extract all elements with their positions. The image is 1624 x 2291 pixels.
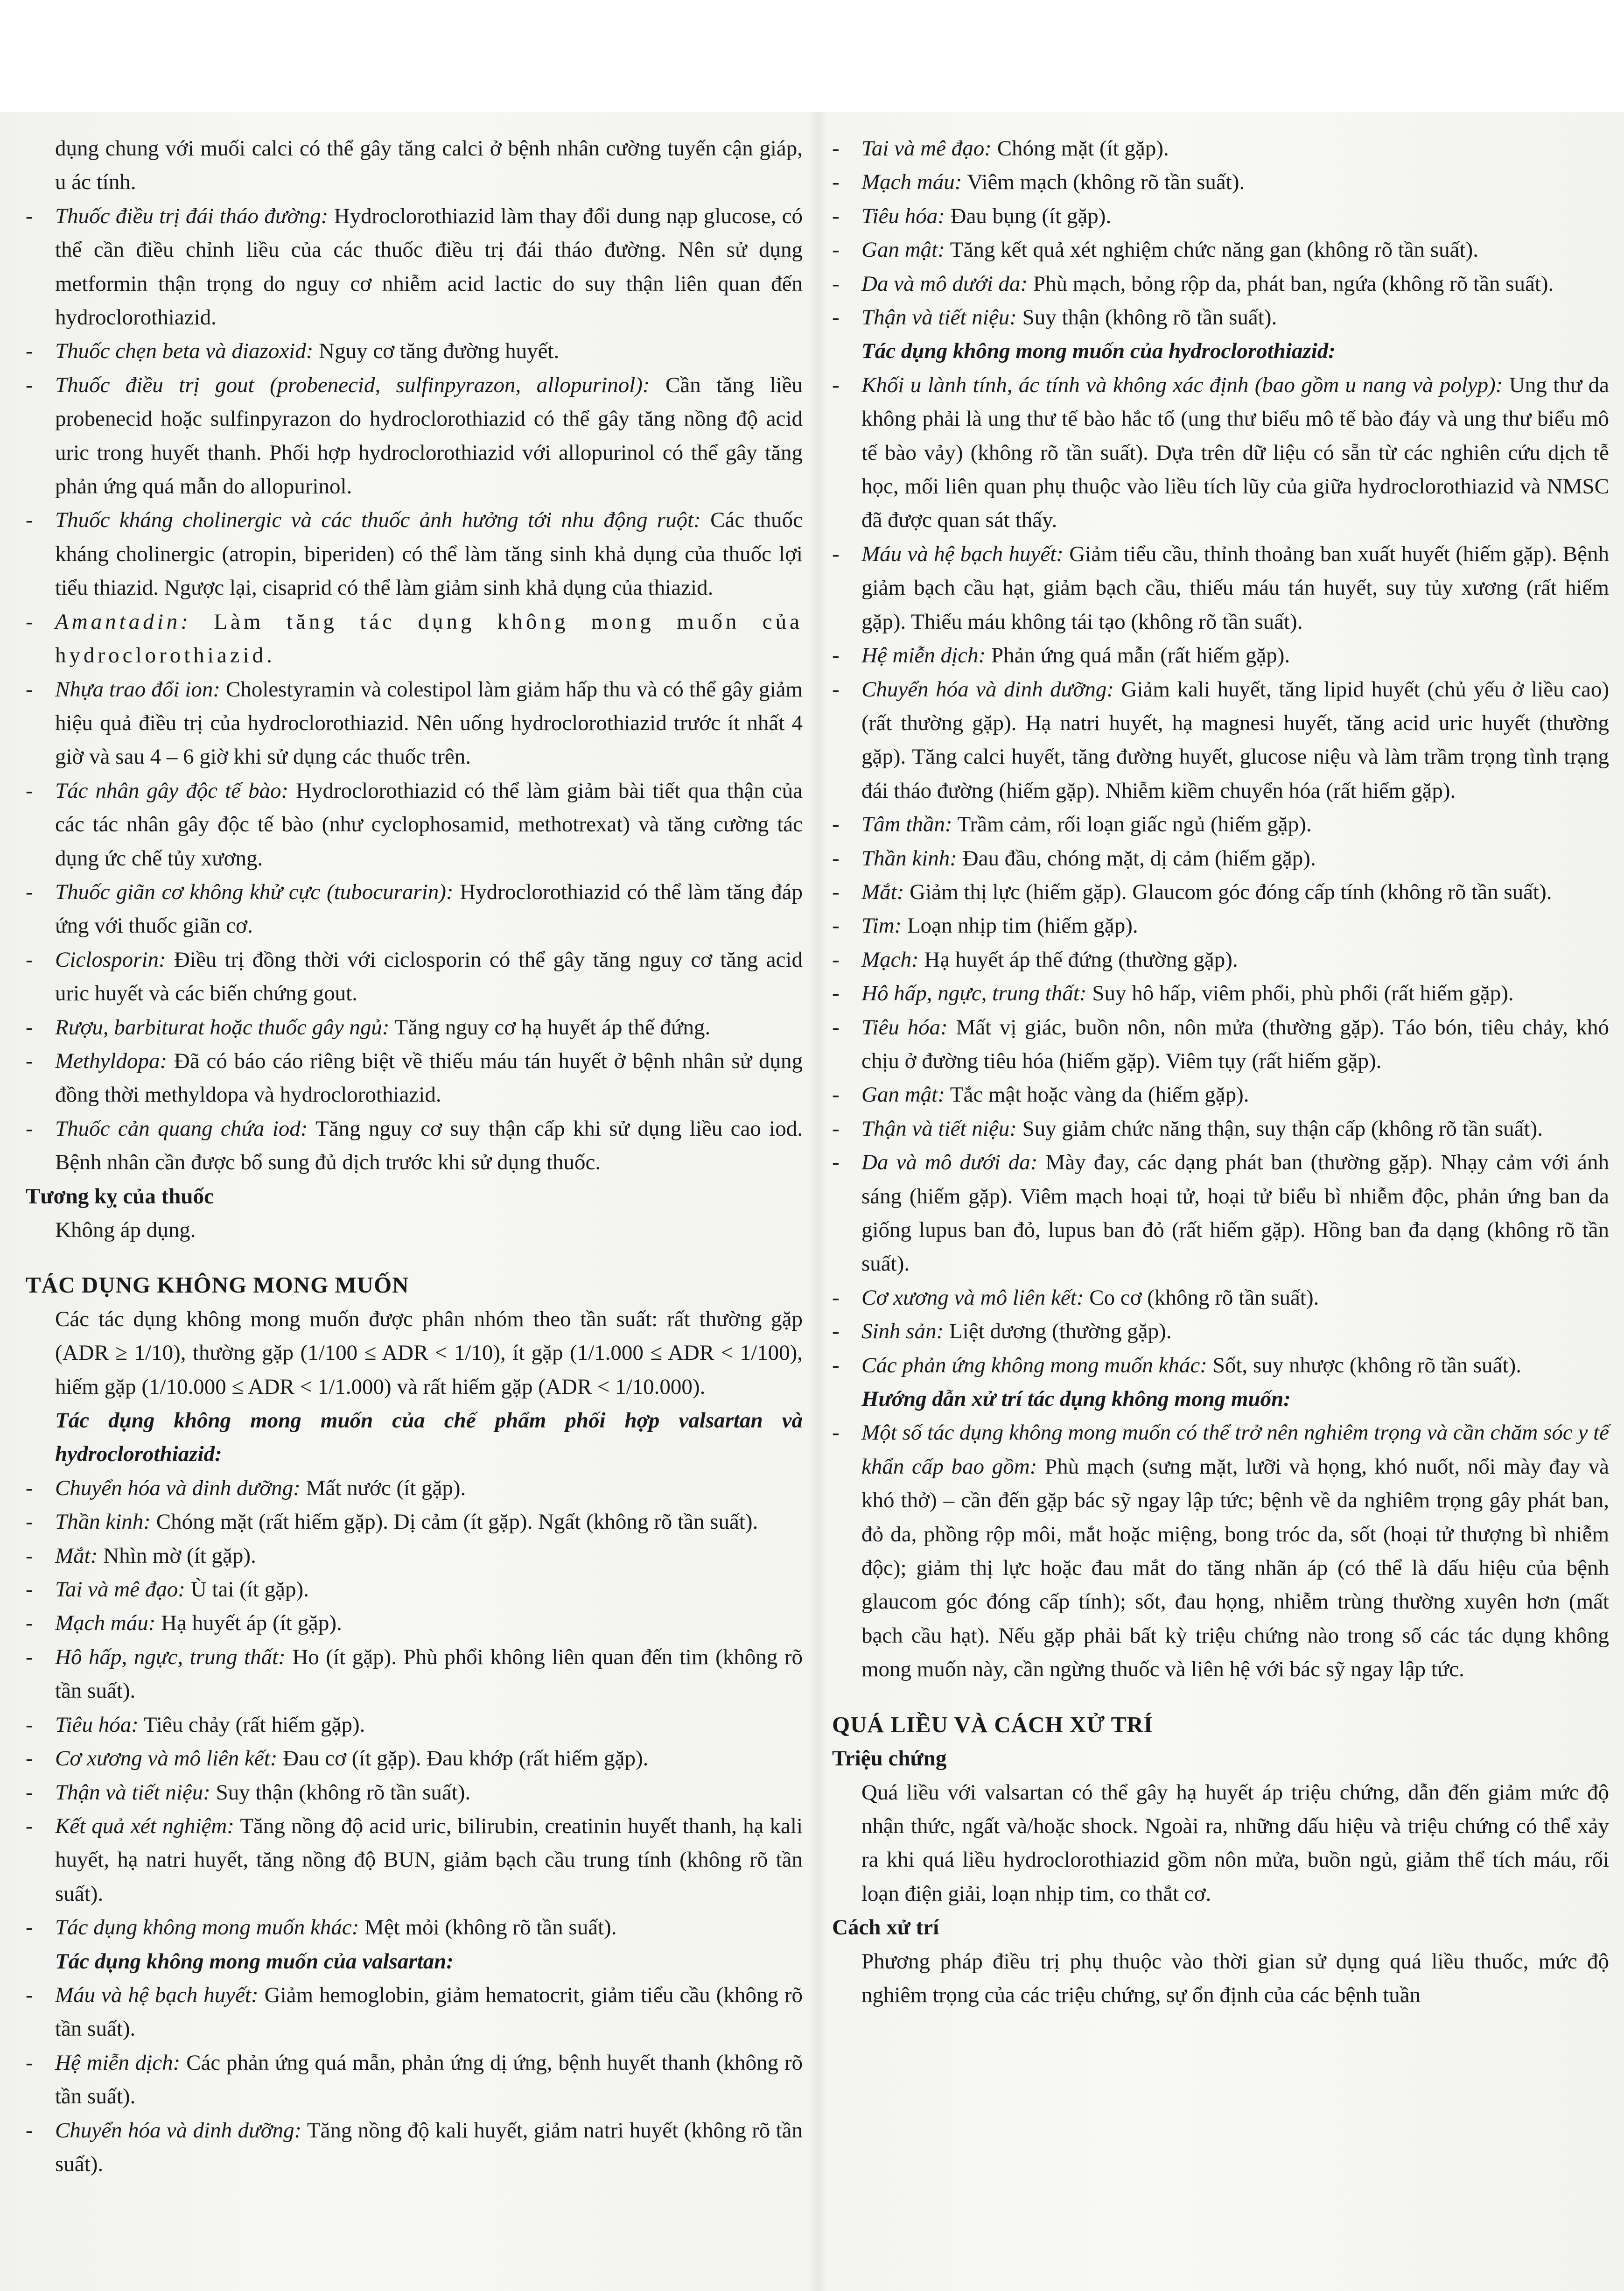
bullet-item bbox=[832, 673, 1609, 808]
bullet-label: Tâm thần: bbox=[861, 812, 952, 837]
left-column bbox=[26, 132, 803, 2181]
bullet-text: Làm tăng tác dụng không mong muốn của hydroclorothiazid. bbox=[55, 609, 803, 668]
bullet-text: Suy hô hấp, viêm phổi, phù phổi (rất hiếm gặp). bbox=[1086, 981, 1514, 1006]
bullet-dash: - bbox=[26, 778, 33, 803]
bullet-text: Suy giảm chức năng thận, suy thận cấp (không rõ tần suất). bbox=[1016, 1116, 1543, 1141]
bullet-dash: - bbox=[832, 643, 840, 668]
bullet-item bbox=[26, 199, 803, 335]
bullet-item bbox=[832, 233, 1609, 267]
bullet-dash: - bbox=[26, 1476, 33, 1500]
bullet-label: Máu và hệ bạch huyết: bbox=[861, 541, 1064, 566]
subsection-heading: Tương kỵ của thuốc bbox=[26, 1184, 214, 1209]
bullet-text: Đau bụng (ít gặp). bbox=[945, 204, 1112, 228]
bullet-item bbox=[26, 1606, 803, 1640]
bullet-dash: - bbox=[832, 812, 840, 837]
bullet-text: Đã có báo cáo riêng biệt về thiếu máu tán huyết ở bệnh nhân sử dụng đồng thời methyldopa và hydroclorothiazid. bbox=[55, 1048, 803, 1107]
bullet-text: Chóng mặt (ít gặp). bbox=[991, 136, 1169, 161]
bullet-dash: - bbox=[832, 1353, 840, 1377]
bullet-item bbox=[26, 334, 803, 368]
bullet-label: Da và mô dưới da: bbox=[861, 1150, 1038, 1175]
bullet-item bbox=[832, 1416, 1609, 1686]
bullet-item bbox=[832, 1146, 1609, 1281]
bullet-item bbox=[832, 132, 1609, 165]
bullet-item bbox=[832, 301, 1609, 334]
bullet-label: Da và mô dưới da: bbox=[861, 271, 1028, 296]
bullet-text: Tăng nguy cơ hạ huyết áp thế đứng. bbox=[389, 1015, 711, 1040]
bullet-text: Nguy cơ tăng đường huyết. bbox=[313, 339, 560, 364]
bullet-text: Ù tai (ít gặp). bbox=[185, 1577, 309, 1602]
bullet-text: Giảm hemoglobin, giảm hematocrit, giảm tiểu cầu (không rõ tần suất). bbox=[55, 1982, 803, 2041]
bullet-dash: - bbox=[26, 1048, 33, 1073]
bullet-text: Suy thận (không rõ tần suất). bbox=[1016, 305, 1277, 330]
bullet-label: Nhựa trao đổi ion: bbox=[55, 677, 221, 702]
bullet-item bbox=[26, 1471, 803, 1505]
bullet-text: Các thuốc kháng cholinergic (atropin, biperiden) có thể làm tăng sinh khả dụng của thuốc lợi tiểu thiazid. Ngược lại, cisaprid có thể làm giảm sinh khả dụng của thiazid. bbox=[55, 508, 803, 600]
bullet-dash: - bbox=[26, 508, 33, 533]
bullet-dash: - bbox=[26, 1015, 33, 1040]
group-heading: Tác dụng không mong muốn của chế phẩm phối hợp valsartan và hydroclorothiazid: bbox=[55, 1408, 803, 1467]
bullet-dash: - bbox=[26, 339, 33, 364]
bullet-dash: - bbox=[832, 1150, 840, 1175]
bullet-item bbox=[832, 368, 1609, 537]
bullet-label: Thần kinh: bbox=[55, 1510, 151, 1534]
bullet-text: Mất nước (ít gặp). bbox=[300, 1476, 466, 1500]
bullet-item bbox=[832, 1349, 1609, 1382]
bullet-item bbox=[26, 1011, 803, 1044]
bullet-label: Ciclosporin: bbox=[55, 947, 166, 972]
bullet-dash: - bbox=[26, 204, 33, 228]
bullet-text: Hạ huyết áp thế đứng (thường gặp). bbox=[918, 947, 1238, 972]
subsection-heading: Triệu chứng bbox=[832, 1746, 947, 1771]
bullet-item bbox=[832, 808, 1609, 841]
bullet-label: Tim: bbox=[861, 914, 902, 938]
bullet-text: Trầm cảm, rối loạn giấc ngủ (hiếm gặp). bbox=[952, 812, 1312, 837]
bullet-text: Phản ứng quá mẫn (rất hiếm gặp). bbox=[986, 643, 1290, 668]
bullet-dash: - bbox=[832, 541, 840, 566]
bullet-text: Giảm thị lực (hiếm gặp). Glaucom góc đóng cấp tính (không rõ tần suất). bbox=[904, 879, 1552, 904]
bullet-item bbox=[832, 1078, 1609, 1111]
paragraph: Các tác dụng không mong muốn được phân nhóm theo tần suất: rất thường gặp (ADR ≥ 1/10), thường gặp (1/100 ≤ ADR < 1/10), ít gặp (1/1.000 ≤ ADR < 1/100), hiếm gặp (1/10.000 ≤ ADR < 1/1.000) và rất hiếm gặp (ADR < 1/10.000). bbox=[55, 1307, 803, 1399]
bullet-label: Amantadin: bbox=[55, 609, 191, 634]
bullet-text: Tăng nguy cơ suy thận cấp khi sử dụng liều cao iod. Bệnh nhân cần được bổ sung đủ dịch trước khi sử dụng thuốc. bbox=[55, 1116, 803, 1175]
bullet-text: Hydroclorothiazid có thể làm tăng đáp ứng với thuốc giãn cơ. bbox=[55, 879, 803, 938]
bullet-item bbox=[832, 267, 1609, 301]
bullet-label: Tiêu hóa: bbox=[55, 1712, 139, 1737]
bullet-dash: - bbox=[832, 271, 840, 296]
bullet-item bbox=[26, 943, 803, 1011]
bullet-dash: - bbox=[832, 1082, 840, 1107]
bullet-label: Thận và tiết niệu: bbox=[861, 1116, 1017, 1141]
bullet-text: Nhìn mờ (ít gặp). bbox=[98, 1543, 256, 1568]
bullet-dash: - bbox=[26, 2050, 33, 2075]
bullet-dash: - bbox=[26, 1813, 33, 1838]
bullet-text: Ho (ít gặp). Phù phổi không liên quan đến tim (không rõ tần suất). bbox=[55, 1644, 803, 1703]
bullet-label: Khối u lành tính, ác tính và không xác định (bao gồm u nang và polyp): bbox=[861, 372, 1503, 397]
bullet-item bbox=[832, 909, 1609, 942]
bullet-text: Giảm kali huyết, tăng lipid huyết (chủ yếu ở liều cao) (rất thường gặp). Hạ natri huyết, hạ magnesi huyết, tăng acid uric huyết (thường gặp). Tăng calci huyết, tăng đường huyết, glucose niệu và làm trầm trọng tình trạng đái tháo đường (hiếm gặp). Nhiễm kiềm chuyển hóa (rất hiếm gặp). bbox=[861, 677, 1610, 803]
bullet-text: Tắc mật hoặc vàng da (hiếm gặp). bbox=[945, 1082, 1249, 1107]
bullet-text: Co cơ (không rõ tần suất). bbox=[1084, 1285, 1319, 1310]
bullet-dash: - bbox=[26, 1543, 33, 1568]
bullet-item bbox=[832, 1112, 1609, 1146]
bullet-dash: - bbox=[26, 609, 33, 634]
bullet-item bbox=[832, 1281, 1609, 1314]
bullet-dash: - bbox=[26, 947, 33, 972]
bullet-label: Chuyển hóa và dinh dưỡng: bbox=[55, 2118, 302, 2143]
page-fold-shadow bbox=[810, 112, 826, 2291]
section-heading: TÁC DỤNG KHÔNG MONG MUỐN bbox=[26, 1272, 409, 1298]
bullet-label: Mắt: bbox=[861, 879, 904, 904]
bullet-text: Tăng kết quả xét nghiệm chức năng gan (không rõ tần suất). bbox=[945, 238, 1478, 262]
bullet-text: Mệt mỏi (không rõ tần suất). bbox=[359, 1915, 617, 1940]
group-heading: Tác dụng không mong muốn của hydroclorothiazid: bbox=[861, 339, 1336, 364]
bullet-text: Phù mạch (sưng mặt, lưỡi và họng, khó nuốt, nổi mày đay và khó thở) – cần đến gặp bác sỹ ngay lập tức; bệnh về da nghiêm trọng gây phát ban, đỏ da, phồng rộp môi, mắt hoặc miệng, bong tróc da, sốt (hoại tử thượng bì nhiễm độc); giảm thị lực hoặc đau mắt do tăng nhãn áp (có thể là dấu hiệu của bệnh glaucom góc đóng cấp tính); sốt, đau họng, nhiễm trùng thường xuyên hơn (mất bạch cầu hạt). Nếu gặp phải bất kỳ triệu chứng nào trong số các tác dụng không mong muốn này, cần ngừng thuốc và liên hệ với bác sỹ ngay lập tức. bbox=[861, 1454, 1609, 1682]
bullet-label: Mạch máu: bbox=[861, 170, 962, 195]
bullet-label: Các phản ứng không mong muốn khác: bbox=[861, 1353, 1207, 1377]
bullet-label: Mạch: bbox=[861, 947, 919, 972]
bullet-text: Chóng mặt (rất hiếm gặp). Dị cảm (ít gặp). Ngất (không rõ tần suất). bbox=[150, 1510, 758, 1534]
bullet-label: Hệ miễn dịch: bbox=[861, 643, 986, 668]
bullet-text: Tăng nồng độ acid uric, bilirubin, creatinin huyết thanh, hạ kali huyết, hạ natri huyết, tăng nồng độ BUN, giảm bạch cầu trung tính (không rõ tần suất). bbox=[55, 1813, 803, 1906]
bullet-dash: - bbox=[832, 1319, 840, 1344]
bullet-label: Hệ miễn dịch: bbox=[55, 2050, 181, 2075]
bullet-label: Methyldopa: bbox=[55, 1048, 168, 1073]
bullet-item bbox=[832, 165, 1609, 199]
bullet-text: Loạn nhịp tim (hiếm gặp). bbox=[902, 914, 1138, 938]
bullet-item bbox=[26, 1809, 803, 1911]
bullet-item bbox=[26, 503, 803, 604]
bullet-label: Thuốc điều trị gout (probenecid, sulfinpyrazon, allopurinol): bbox=[55, 372, 650, 397]
bullet-item bbox=[26, 1640, 803, 1708]
bullet-item bbox=[832, 639, 1609, 672]
bullet-dash: - bbox=[26, 2118, 33, 2143]
group-heading: Tác dụng không mong muốn của valsartan: bbox=[55, 1949, 454, 1974]
bullet-text: Mày đay, các dạng phát ban (thường gặp). Nhạy cảm với ánh sáng (hiếm gặp). Viêm mạch hoại tử, hoại tử biểu bì nhiễm độc, phản ứng ban da giống lupus ban đỏ, lupus ban đỏ (rất hiếm gặp). Hồng ban đa dạng (không rõ tần suất). bbox=[861, 1150, 1609, 1276]
bullet-item bbox=[26, 1044, 803, 1112]
bullet-label: Tai và mê đạo: bbox=[861, 136, 992, 161]
bullet-label: Tác nhân gây độc tế bào: bbox=[55, 778, 289, 803]
bullet-text: Cần tăng liều probenecid hoặc sulfinpyrazon do hydroclorothiazid có thể gây tăng nồng độ acid uric trong huyết thanh. Phối hợp hydroclorothiazid với allopurinol có thể gây tăng phản ứng quá mẫn do allopurinol. bbox=[55, 372, 803, 499]
bullet-dash: - bbox=[26, 1746, 33, 1771]
bullet-dash: - bbox=[26, 879, 33, 904]
bullet-item bbox=[832, 537, 1609, 639]
bullet-label: Thuốc điều trị đái tháo đường: bbox=[55, 204, 329, 228]
bullet-label: Mắt: bbox=[55, 1543, 98, 1568]
bullet-label: Cơ xương và mô liên kết: bbox=[55, 1746, 278, 1771]
bullet-dash: - bbox=[832, 846, 840, 871]
bullet-item bbox=[26, 1742, 803, 1775]
bullet-text: Cholestyramin và colestipol làm giảm hấp thu và có thể gây giảm hiệu quả điều trị của hydroclorothiazid. Nên uống hydroclorothiazid trước ít nhất 4 giờ và sau 4 – 6 giờ khi sử dụng các thuốc trên. bbox=[55, 677, 803, 769]
bullet-dash: - bbox=[832, 170, 840, 195]
bullet-item bbox=[26, 368, 803, 504]
paragraph: Không áp dụng. bbox=[55, 1218, 196, 1242]
bullet-dash: - bbox=[832, 947, 840, 972]
bullet-label: Chuyển hóa và dinh dưỡng: bbox=[861, 677, 1114, 702]
bullet-item bbox=[832, 943, 1609, 977]
bullet-label: Gan mật: bbox=[861, 1082, 945, 1107]
bullet-item bbox=[26, 1505, 803, 1539]
bullet-item bbox=[26, 875, 803, 943]
bullet-dash: - bbox=[832, 1420, 840, 1445]
bullet-text: Các phản ứng quá mẫn, phản ứng dị ứng, bệnh huyết thanh (không rõ tần suất). bbox=[55, 2050, 803, 2109]
bullet-label: Cơ xương và mô liên kết: bbox=[861, 1285, 1084, 1310]
bullet-dash: - bbox=[832, 238, 840, 262]
bullet-label: Thuốc kháng cholinergic và các thuốc ảnh hưởng tới nhu động ruột: bbox=[55, 508, 701, 533]
bullet-label: Mạch máu: bbox=[55, 1611, 156, 1636]
bullet-dash: - bbox=[26, 1116, 33, 1141]
bullet-text: Tiêu chảy (rất hiếm gặp). bbox=[138, 1712, 365, 1737]
section-heading: QUÁ LIỀU VÀ CÁCH XỬ TRÍ bbox=[832, 1711, 1153, 1737]
bullet-item bbox=[26, 774, 803, 875]
bullet-dash: - bbox=[26, 1915, 33, 1940]
bullet-label: Rượu, barbiturat hoặc thuốc gây ngủ: bbox=[55, 1015, 390, 1040]
bullet-text: Hydroclorothiazid có thể làm giảm bài tiết qua thận của các tác nhân gây độc tế bào (như cyclophosamid, methotrexat) và tăng cường tác dụng ức chế tủy xương. bbox=[55, 778, 803, 871]
bullet-dash: - bbox=[26, 1611, 33, 1636]
bullet-label: Một số tác dụng không mong muốn có thể trở nên nghiêm trọng và cần chăm sóc y tế khẩn cấp bao gồm: bbox=[861, 1420, 1609, 1479]
bullet-label: Tiêu hóa: bbox=[861, 1015, 948, 1040]
bullet-item bbox=[26, 1978, 803, 2046]
bullet-label: Thuốc giãn cơ không khử cực (tubocurarin): bbox=[55, 879, 454, 904]
bullet-item bbox=[832, 1011, 1609, 1078]
bullet-text: Ung thư da không phải là ung thư tế bào hắc tố (ung thư biểu mô tế bào đáy và ung thư biểu mô tế bào vảy) (không rõ tần suất). Dựa trên dữ liệu có sẵn từ các nghiên cứu dịch tễ học, mối liên quan phụ thuộc vào liều tích lũy của giữa hydroclorothiazid và NMSC đã được quan sát thấy. bbox=[861, 372, 1609, 533]
bullet-item bbox=[832, 199, 1609, 233]
bullet-label: Thuốc cản quang chứa iod: bbox=[55, 1116, 308, 1141]
bullet-dash: - bbox=[832, 136, 840, 161]
right-column bbox=[832, 132, 1609, 2012]
bullet-label: Tiêu hóa: bbox=[861, 204, 945, 228]
bullet-dash: - bbox=[26, 1982, 33, 2007]
bullet-dash: - bbox=[832, 204, 840, 228]
bullet-text: Điều trị đồng thời với ciclosporin có thể gây tăng nguy cơ tăng acid uric huyết và các biến chứng gout. bbox=[55, 947, 803, 1006]
bullet-dash: - bbox=[26, 1780, 33, 1805]
bullet-label: Thần kinh: bbox=[861, 846, 957, 871]
bullet-item bbox=[26, 1573, 803, 1606]
bullet-text: Hạ huyết áp (ít gặp). bbox=[155, 1611, 342, 1636]
bullet-text: Sốt, suy nhược (không rõ tần suất). bbox=[1207, 1353, 1521, 1377]
bullet-dash: - bbox=[26, 1510, 33, 1534]
bullet-item bbox=[26, 1708, 803, 1742]
bullet-dash: - bbox=[832, 1116, 840, 1141]
bullet-dash: - bbox=[832, 981, 840, 1006]
bullet-label: Chuyển hóa và dinh dưỡng: bbox=[55, 1476, 301, 1500]
bullet-text: Hydroclorothiazid làm thay đổi dung nạp glucose, có thể cần điều chỉnh liều của các thuốc điều trị đái tháo đường. Nên sử dụng metformin thận trọng do nguy cơ nhiễm acid lactic do suy thận liên quan đến hydroclorothiazid. bbox=[55, 204, 803, 330]
bullet-text: Viêm mạch (không rõ tần suất). bbox=[962, 170, 1245, 195]
bullet-item bbox=[26, 1911, 803, 1944]
bullet-label: Gan mật: bbox=[861, 238, 945, 262]
bullet-label: Máu và hệ bạch huyết: bbox=[55, 1982, 259, 2007]
subsection-heading: Cách xử trí bbox=[832, 1915, 939, 1940]
bullet-dash: - bbox=[832, 677, 840, 702]
bullet-text: Phù mạch, bỏng rộp da, phát ban, ngứa (không rõ tần suất). bbox=[1028, 271, 1554, 296]
bullet-text: Giảm tiểu cầu, thỉnh thoảng ban xuất huyết (hiếm gặp). Bệnh giảm bạch cầu hạt, giảm bạch cầu, thiếu máu tán huyết, suy tủy xương (rất hiếm gặp). Thiếu máu không tái tạo (không rõ tần suất). bbox=[861, 541, 1609, 634]
bullet-dash: - bbox=[26, 1577, 33, 1602]
bullet-item bbox=[26, 673, 803, 774]
bullet-item bbox=[26, 1776, 803, 1809]
bullet-dash: - bbox=[26, 372, 33, 397]
bullet-label: Sinh sản: bbox=[861, 1319, 944, 1344]
bullet-item bbox=[26, 605, 803, 673]
paragraph: dụng chung với muối calci có thể gây tăng calci ở bệnh nhân cường tuyến cận giáp, u ác tính. bbox=[55, 136, 803, 195]
bullet-dash: - bbox=[832, 305, 840, 330]
bullet-dash: - bbox=[26, 677, 33, 702]
bullet-text: Tăng nồng độ kali huyết, giảm natri huyết (không rõ tần suất). bbox=[55, 2118, 803, 2176]
bullet-dash: - bbox=[832, 1285, 840, 1310]
bullet-dash: - bbox=[832, 1015, 840, 1040]
bullet-text: Liệt dương (thường gặp). bbox=[944, 1319, 1172, 1344]
bullet-item bbox=[26, 2046, 803, 2114]
bullet-item bbox=[26, 1539, 803, 1573]
bullet-dash: - bbox=[832, 879, 840, 904]
bullet-dash: - bbox=[26, 1644, 33, 1669]
bullet-label: Tai và mê đạo: bbox=[55, 1577, 185, 1602]
bullet-item bbox=[832, 1314, 1609, 1348]
bullet-label: Hô hấp, ngực, trung thất: bbox=[55, 1644, 286, 1669]
bullet-item bbox=[26, 2114, 803, 2181]
bullet-text: Đau đầu, chóng mặt, dị cảm (hiếm gặp). bbox=[957, 846, 1316, 871]
bullet-label: Tác dụng không mong muốn khác: bbox=[55, 1915, 359, 1940]
bullet-label: Thận và tiết niệu: bbox=[861, 305, 1017, 330]
paragraph: Phương pháp điều trị phụ thuộc vào thời gian sử dụng quá liều thuốc, mức độ nghiêm trọng của các triệu chứng, sự ổn định của các bệnh tuần bbox=[861, 1949, 1609, 2007]
bullet-dash: - bbox=[26, 1712, 33, 1737]
bullet-label: Thuốc chẹn beta và diazoxid: bbox=[55, 339, 314, 364]
bullet-item bbox=[26, 1112, 803, 1180]
paragraph: Quá liều với valsartan có thể gây hạ huyết áp triệu chứng, dẫn đến giảm mức độ nhận thức, ngất và/hoặc shock. Ngoài ra, những dấu hiệu và triệu chứng có thể xảy ra khi quá liều hydroclorothiazid gồm nôn mửa, buồn ngủ, giảm thể tích máu, rối loạn điện giải, loạn nhịp tim, co thắt cơ. bbox=[861, 1780, 1609, 1906]
bullet-item bbox=[832, 875, 1609, 909]
bullet-dash: - bbox=[832, 372, 840, 397]
bullet-text: Suy thận (không rõ tần suất). bbox=[210, 1780, 471, 1805]
bullet-dash: - bbox=[832, 914, 840, 938]
bullet-label: Thận và tiết niệu: bbox=[55, 1780, 210, 1805]
bullet-label: Kết quả xét nghiệm: bbox=[55, 1813, 235, 1838]
bullet-text: Đau cơ (ít gặp). Đau khớp (rất hiếm gặp). bbox=[277, 1746, 649, 1771]
bullet-label: Hô hấp, ngực, trung thất: bbox=[861, 981, 1087, 1006]
bullet-item bbox=[832, 842, 1609, 875]
group-heading: Hướng dẫn xử trí tác dụng không mong muốn: bbox=[861, 1387, 1291, 1412]
bullet-item bbox=[832, 977, 1609, 1010]
bullet-text: Mất vị giác, buồn nôn, nôn mửa (thường gặp). Táo bón, tiêu chảy, khó chịu ở đường tiêu hóa (hiếm gặp). Viêm tụy (rất hiếm gặp). bbox=[861, 1015, 1610, 1073]
